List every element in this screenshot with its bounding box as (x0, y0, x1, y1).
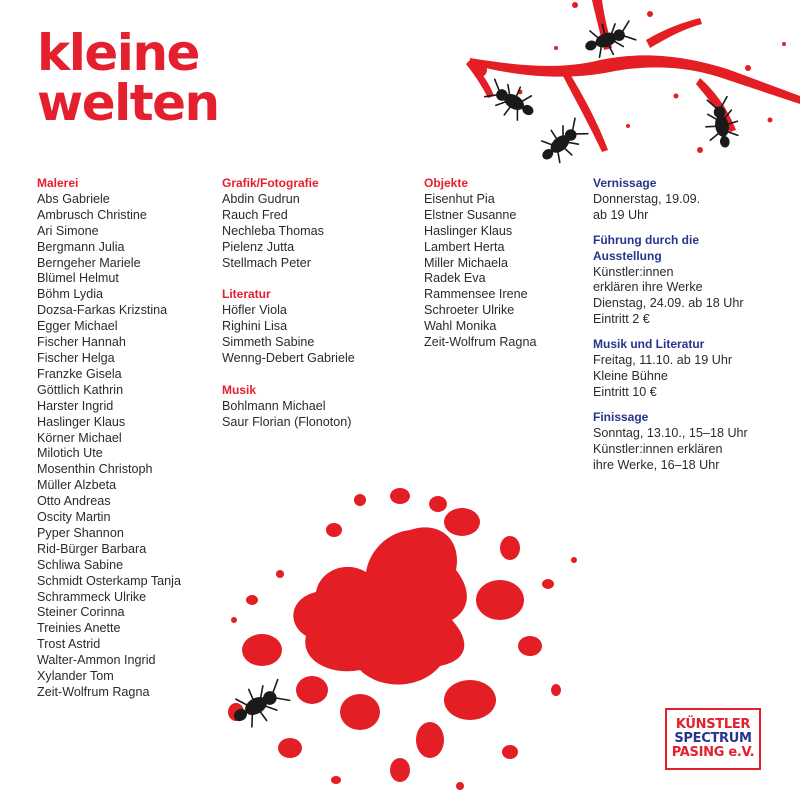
list-item: Walter-Ammon Ingrid (37, 653, 156, 668)
section-heading: Objekte (424, 176, 469, 190)
list-item: Göttlich Kathrin (37, 382, 124, 397)
title-line-1: kleine (37, 24, 199, 82)
list-item: Ambrusch Christine (37, 207, 147, 222)
list-item: Künstler:innen erklären (593, 441, 723, 456)
ants-top (482, 15, 742, 169)
event-finissage (593, 410, 793, 474)
list-item: Radek Eva (424, 271, 486, 286)
list-item: Ari Simone (37, 223, 99, 238)
section-musik (222, 383, 422, 431)
artist-list (424, 192, 594, 351)
list-item: Oscity Martin (37, 510, 111, 525)
list-item: Steiner Corinna (37, 605, 125, 620)
event-fuehrung (593, 233, 793, 328)
list-item: Rauch Fred (222, 207, 288, 222)
list-item: Milotich Ute (37, 446, 103, 461)
column-grafik-literatur-musik (222, 176, 422, 447)
logo-line-1: KÜNSTLER (675, 717, 751, 732)
list-item: Trost Astrid (37, 637, 101, 652)
list-item: erklären ihre Werke (593, 280, 703, 295)
list-item: Franzke Gisela (37, 366, 122, 381)
list-item: Saur Florian (Flonoton) (222, 414, 352, 429)
list-item: Pyper Shannon (37, 525, 124, 540)
list-item: Berngeher Mariele (37, 255, 141, 270)
list-item: Zeit-Wolfrum Ragna (424, 335, 537, 350)
event-lines (593, 192, 793, 224)
list-item: Pielenz Jutta (222, 239, 295, 254)
artist-list (222, 399, 422, 431)
section-heading: Grafik/Fotografie (222, 176, 319, 190)
list-item: Mosenthin Christoph (37, 462, 153, 477)
list-item: Haslinger Klaus (37, 414, 126, 429)
list-item: Blümel Helmut (37, 271, 119, 286)
list-item: Haslinger Klaus (424, 223, 513, 238)
list-item: Sonntag, 13.10., 15–18 Uhr (593, 425, 748, 440)
event-heading: Vernissage (593, 176, 657, 190)
list-item: Schliwa Sabine (37, 557, 124, 572)
list-item: Bergmann Julia (37, 239, 125, 254)
exhibition-title (37, 24, 219, 132)
list-item: Treinies Anette (37, 621, 121, 636)
list-item: Elstner Susanne (424, 207, 517, 222)
logo-line-3: PASING e.V. (671, 745, 755, 760)
section-heading: Musik (222, 382, 257, 397)
list-item: Körner Michael (37, 430, 122, 445)
list-item: Fischer Helga (37, 350, 115, 365)
event-lines (593, 353, 793, 401)
column-malerei (37, 176, 217, 717)
event-heading: Finissage (593, 409, 649, 424)
list-item: Dozsa-Farkas Krizstina (37, 303, 168, 318)
title-line-2: welten (37, 74, 219, 132)
list-item: Harster Ingrid (37, 398, 114, 413)
event-musik-literatur (593, 337, 793, 401)
ant-bottom (226, 674, 292, 733)
list-item: Stellmach Peter (222, 255, 311, 270)
list-item: Höfler Viola (222, 303, 287, 318)
list-item: ab 19 Uhr (593, 207, 649, 222)
list-item: Müller Alzbeta (37, 478, 117, 493)
artist-list (37, 192, 217, 701)
list-item: Zeit-Wolfrum Ragna (37, 685, 150, 699)
list-item: Wenng-Debert Gabriele (222, 351, 355, 366)
column-events (593, 176, 793, 482)
section-heading: Malerei (37, 176, 79, 190)
list-item: Schroeter Ulrike (424, 303, 515, 318)
section-heading: Literatur (222, 287, 271, 302)
artist-list (222, 192, 422, 272)
bottom-paint-splash (228, 488, 577, 790)
list-item: Eintritt 2 € (593, 312, 650, 327)
list-item: Righini Lisa (222, 319, 288, 334)
list-item: Rammensee Irene (424, 287, 528, 302)
list-item: Otto Andreas (37, 494, 111, 509)
event-lines (593, 426, 793, 474)
list-item: Freitag, 11.10. ab 19 Uhr (593, 353, 733, 368)
list-item: Lambert Herta (424, 239, 505, 254)
section-malerei (37, 176, 217, 701)
section-grafik (222, 176, 422, 271)
section-literatur (222, 287, 422, 367)
list-item: Nechleba Thomas (222, 223, 324, 238)
list-item: ihre Werke, 16–18 Uhr (593, 457, 720, 472)
top-paint-splatter (466, 0, 800, 153)
list-item: Böhm Lydia (37, 287, 104, 302)
list-item: Dienstag, 24.09. ab 18 Uhr (593, 296, 744, 311)
list-item: Xylander Tom (37, 669, 114, 684)
event-heading: Führung durch die Ausstellung (593, 232, 699, 263)
list-item: Schrammeck Ulrike (37, 589, 147, 604)
event-lines (593, 265, 793, 329)
logo-line-2: SPECTRUM (674, 731, 752, 746)
list-item: Schmidt Osterkamp Tanja (37, 573, 181, 588)
section-objekte (424, 176, 594, 351)
list-item: Kleine Bühne (593, 368, 668, 383)
list-item: Fischer Hannah (37, 335, 126, 350)
kuenstler-spectrum-logo (665, 708, 761, 770)
list-item: Abs Gabriele (37, 191, 110, 206)
list-item: Simmeth Sabine (222, 335, 315, 350)
list-item: Wahl Monika (424, 319, 497, 334)
list-item: Eintritt 10 € (593, 384, 657, 399)
list-item: Bohlmann Michael (222, 398, 326, 413)
list-item: Egger Michael (37, 319, 118, 334)
list-item: Eisenhut Pia (424, 191, 495, 206)
event-vernissage (593, 176, 793, 224)
column-objekte (424, 176, 594, 367)
list-item: Donnerstag, 19.09. (593, 191, 701, 206)
artist-list (222, 303, 422, 367)
list-item: Abdin Gudrun (222, 191, 300, 206)
list-item: Künstler:innen (593, 264, 674, 279)
list-item: Miller Michaela (424, 255, 508, 270)
list-item: Rid-Bürger Barbara (37, 541, 147, 556)
event-heading: Musik und Literatur (593, 337, 705, 352)
